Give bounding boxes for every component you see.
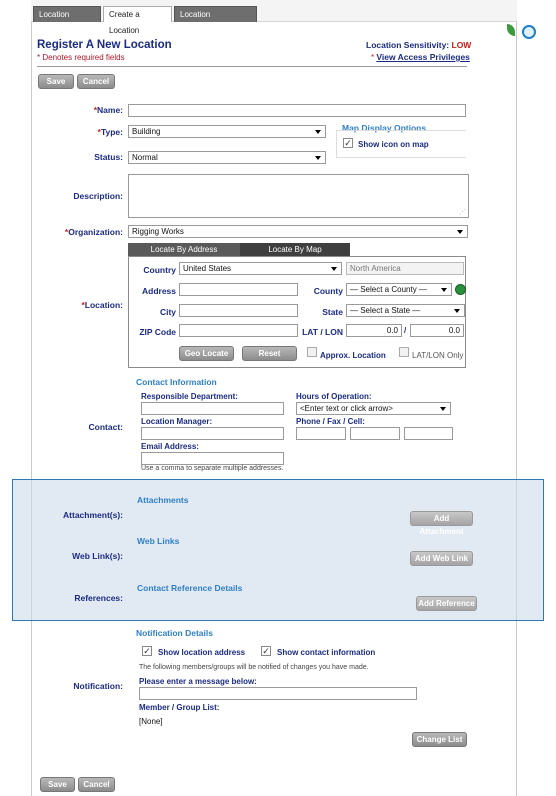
add-reference-button[interactable]: Add Reference	[416, 596, 477, 611]
geo-locate-button[interactable]: Geo Locate	[179, 346, 234, 361]
latlon-only-checkbox[interactable]	[399, 347, 409, 357]
chevron-down-icon	[457, 230, 463, 234]
cancel-button-bottom[interactable]: Cancel	[78, 777, 115, 792]
view-access-privileges-link[interactable]: View Access Privileges	[376, 52, 470, 62]
page-frame	[31, 0, 517, 796]
region-field: North America	[346, 262, 464, 275]
country-select[interactable]: United States	[179, 262, 342, 275]
tab-strip	[31, 0, 517, 35]
chevron-down-icon	[440, 407, 446, 411]
approx-location-checkbox[interactable]	[307, 347, 317, 357]
save-button-bottom[interactable]: Save	[40, 777, 75, 792]
privileges-link-wrap	[371, 52, 470, 62]
tab-locate-by-map[interactable]: Locate By Map	[240, 243, 350, 256]
map-options-title: Map Display Options	[342, 123, 427, 133]
show-address-checkbox[interactable]: ✓	[143, 646, 151, 656]
responsible-dept-input[interactable]	[141, 402, 284, 415]
phone-input[interactable]	[296, 427, 346, 440]
tab-locate-by-address[interactable]: Locate By Address	[128, 243, 240, 256]
message-label: Please enter a message below:	[139, 677, 257, 686]
geo-globe-icon[interactable]	[455, 284, 466, 295]
contact-section-title: Contact Information	[136, 377, 217, 387]
cell-input[interactable]	[404, 427, 453, 440]
show-contact-label: Show contact information	[277, 648, 376, 657]
country-label: Country	[143, 265, 176, 275]
description-textarea[interactable]	[128, 174, 469, 218]
manager-label: Location Manager:	[141, 417, 213, 426]
sensitivity-label: Location Sensitivity:	[366, 40, 450, 50]
cancel-button[interactable]: Cancel	[77, 74, 115, 89]
latlon-label: LAT / LON	[302, 327, 343, 337]
show-icon-checkbox[interactable]: ✓	[344, 138, 352, 148]
hours-select[interactable]: <Enter text or click arrow>	[296, 402, 451, 415]
status-select[interactable]: Normal	[128, 151, 326, 164]
chevron-down-icon	[315, 156, 321, 160]
page-title: Register A New Location	[37, 39, 172, 51]
attachments-title: Attachments	[137, 495, 189, 505]
state-select[interactable]: — Select a State —	[346, 304, 465, 317]
lon-input[interactable]: 0.0	[410, 324, 464, 337]
type-select[interactable]: Building	[128, 125, 326, 138]
fax-input[interactable]	[350, 427, 400, 440]
notification-title: Notification Details	[136, 628, 213, 638]
email-hint: Use a comma to separate multiple addresses.	[141, 465, 284, 472]
type-label: *Type:	[97, 127, 123, 137]
required-note: * Denotes required fields	[37, 53, 125, 62]
city-input[interactable]	[179, 304, 298, 317]
chevron-down-icon	[315, 130, 321, 134]
contact-label: Contact:	[88, 422, 123, 432]
responsible-dept-label: Responsible Department:	[141, 392, 238, 401]
reset-button[interactable]: Reset	[242, 346, 297, 361]
weblinks-title: Web Links	[137, 536, 180, 546]
name-label: *Name:	[93, 105, 123, 115]
add-attachment-button[interactable]: Add Attachment	[410, 511, 473, 526]
approx-location-label: Approx. Location	[320, 351, 386, 360]
member-list-label: Member / Group List:	[139, 703, 220, 712]
hours-label: Hours of Operation:	[296, 392, 372, 401]
resize-grip-icon[interactable]: ⋰	[459, 209, 466, 216]
address-input[interactable]	[179, 283, 298, 296]
show-icon-label: Show icon on map	[358, 140, 429, 149]
tab-location-reports[interactable]: Location Reports	[33, 6, 101, 22]
status-label: Status:	[94, 152, 123, 162]
globe-icon[interactable]	[522, 25, 536, 39]
show-contact-checkbox[interactable]: ✓	[262, 646, 270, 656]
notification-note: The following members/groups will be notified of changes you have made.	[139, 664, 369, 671]
references-label: References:	[74, 593, 123, 603]
organization-label: *Organization:	[64, 227, 123, 237]
lat-input[interactable]: 0.0	[346, 324, 402, 337]
location-label: *Location:	[81, 300, 123, 310]
latlon-only-label: LAT/LON Only	[412, 351, 464, 360]
chevron-down-icon	[331, 267, 337, 271]
email-label: Email Address:	[141, 442, 199, 451]
county-select[interactable]: — Select a County —	[346, 283, 452, 296]
notification-label: Notification:	[73, 681, 123, 691]
zip-input[interactable]	[179, 324, 298, 337]
organization-select[interactable]: Rigging Works	[128, 225, 468, 238]
chevron-down-icon	[441, 288, 447, 292]
save-button[interactable]: Save	[38, 74, 74, 89]
sensitivity-value: LOW	[451, 40, 472, 50]
show-address-label: Show location address	[158, 648, 246, 657]
tab-location-maintenance[interactable]: Location Maintenance	[174, 6, 257, 22]
state-label: State	[322, 307, 343, 317]
email-input[interactable]	[141, 452, 284, 465]
add-weblink-button[interactable]: Add Web Link	[410, 551, 473, 566]
description-label: Description:	[73, 191, 123, 201]
required-star: *	[371, 53, 377, 62]
tab-create-location[interactable]: Create a Location	[103, 6, 172, 22]
message-input[interactable]	[139, 687, 417, 700]
chevron-down-icon	[454, 309, 460, 313]
address-label: Address	[141, 286, 176, 296]
header-divider	[37, 66, 467, 67]
attachments-label: Attachment(s):	[63, 510, 123, 520]
member-list-value: [None]	[139, 717, 163, 726]
weblinks-label: Web Link(s):	[72, 551, 123, 561]
change-list-button[interactable]: Change List	[412, 732, 467, 747]
zip-label: ZIP Code	[139, 327, 176, 337]
latlon-slash: /	[404, 326, 407, 335]
city-label: City	[159, 307, 176, 317]
phone-label: Phone / Fax / Cell:	[296, 417, 365, 426]
references-title: Contact Reference Details	[137, 583, 243, 593]
sensitivity	[366, 40, 471, 50]
name-input[interactable]	[128, 104, 466, 117]
county-label: County	[313, 286, 343, 296]
manager-input[interactable]	[141, 427, 284, 440]
